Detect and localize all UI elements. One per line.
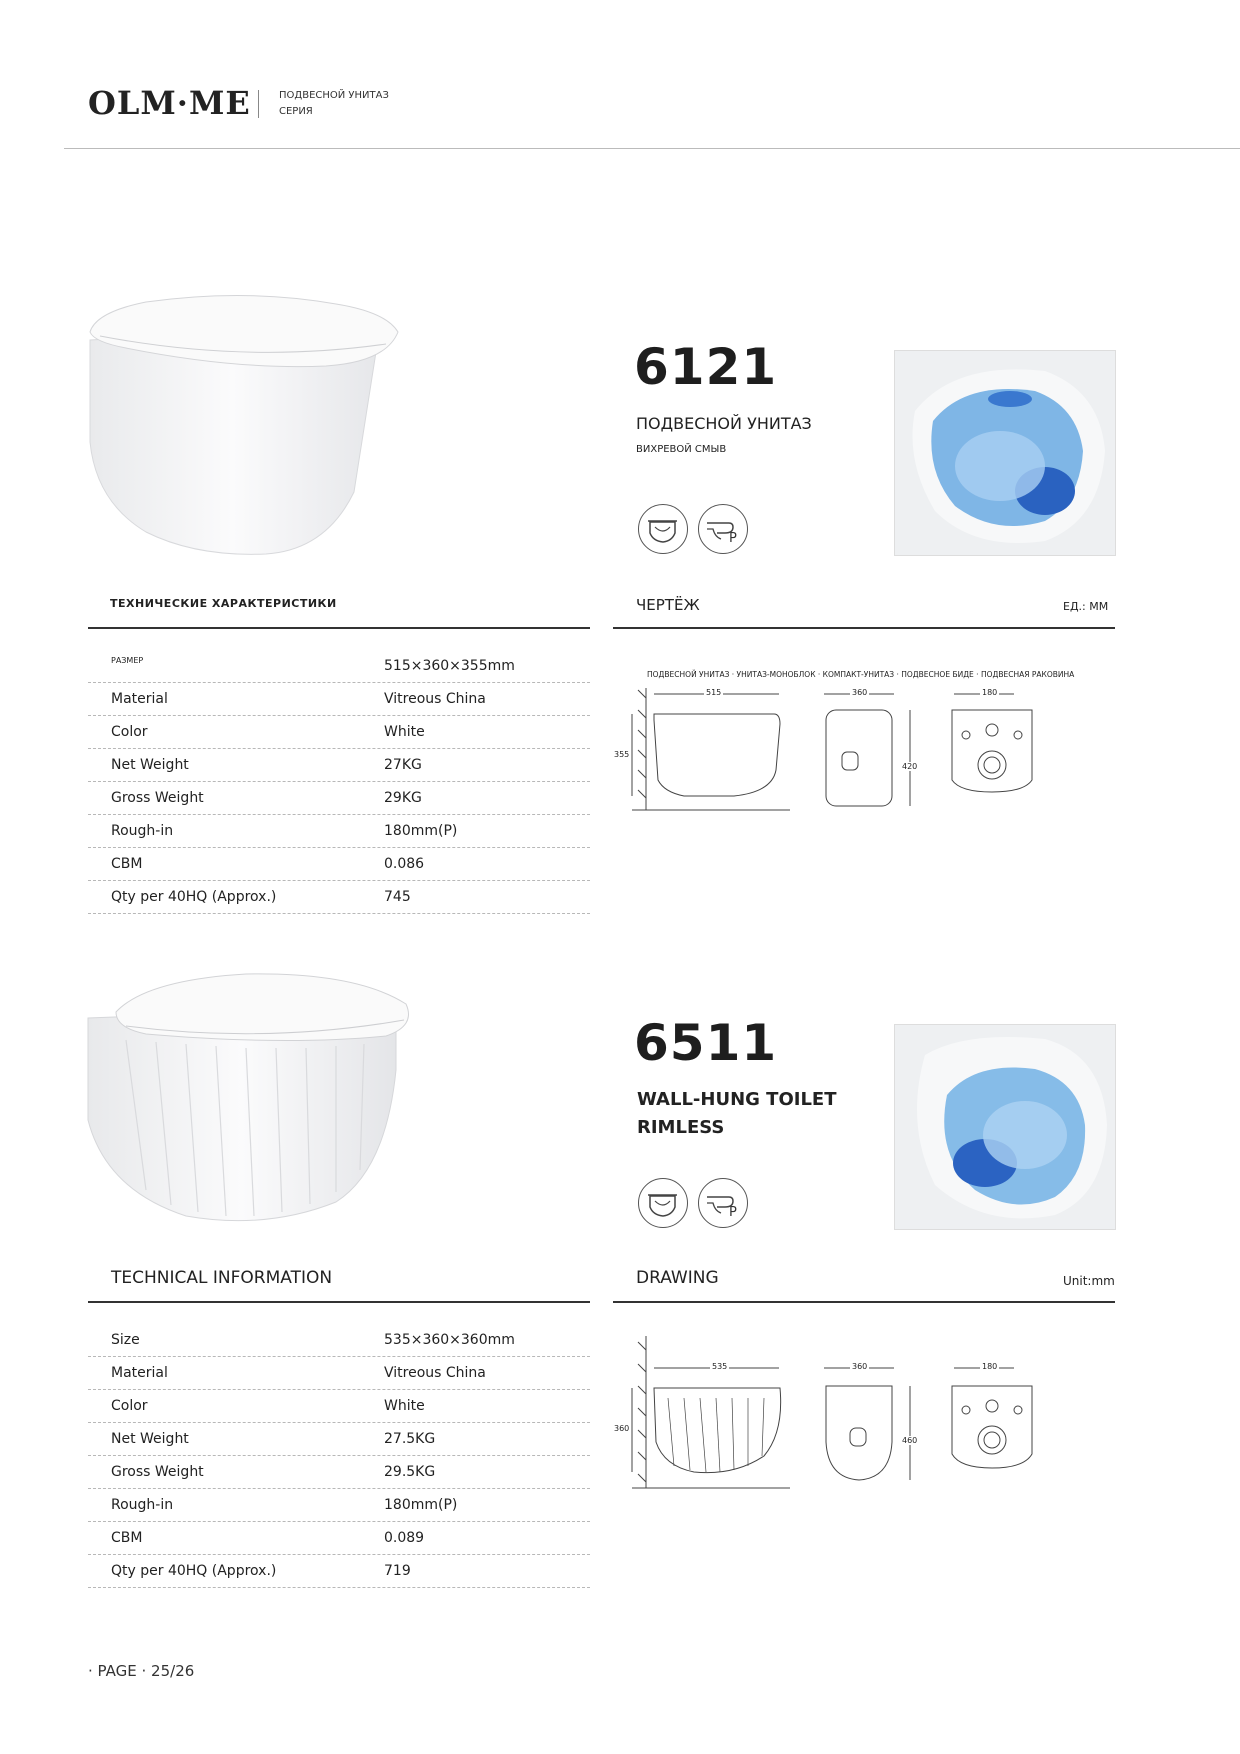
- dim-front-width: 360: [852, 1362, 868, 1371]
- spec-row: [88, 1489, 590, 1522]
- drawing-heading-rule: [613, 1301, 1115, 1303]
- product-6511-technical-drawing: [614, 1332, 1114, 1492]
- product-6121-unit: ЕД.: ММ: [1063, 600, 1109, 613]
- spec-heading-rule: [88, 1301, 590, 1303]
- spec-value: White: [384, 1398, 425, 1414]
- product-6121-spec-heading: ТЕХНИЧЕСКИЕ ХАРАКТЕРИСТИКИ: [110, 597, 337, 610]
- product-6121-subtitle: ВИХРЕВОЙ СМЫВ: [636, 444, 727, 455]
- spec-row: [88, 650, 590, 683]
- dim-side-length: 515: [706, 688, 722, 697]
- product-6121-photo: [86, 292, 406, 562]
- spec-row: [88, 1456, 590, 1489]
- page-label: · PAGE ·: [88, 1662, 147, 1680]
- spec-row: [88, 782, 590, 815]
- spec-key: Color: [111, 1398, 148, 1414]
- spec-key: CBM: [111, 1530, 143, 1546]
- spec-key: РАЗМЕР: [111, 656, 144, 665]
- spec-row: [88, 1555, 590, 1588]
- page-number: 25/26: [151, 1662, 195, 1680]
- product-6121-bowl-photo: [894, 350, 1116, 556]
- spec-key: Size: [111, 1332, 140, 1348]
- spec-value: 27KG: [384, 757, 422, 773]
- page-footer: [88, 1662, 194, 1680]
- spec-value: 745: [384, 889, 411, 905]
- p-trap-letter: P: [729, 531, 737, 546]
- p-trap-letter: P: [729, 1205, 737, 1220]
- brand-logo: OLM·ME: [88, 84, 251, 122]
- product-6121-title: ПОДВЕСНОЙ УНИТАЗ: [636, 414, 812, 433]
- dim-front-depth: 420: [902, 762, 918, 771]
- spec-value: 180mm(P): [384, 823, 458, 839]
- header-rule: [64, 148, 1240, 149]
- spec-row: [88, 815, 590, 848]
- spec-key: Rough-in: [111, 1497, 174, 1513]
- spec-row: [88, 1423, 590, 1456]
- p-trap-icon: [698, 1178, 748, 1228]
- spec-row: [88, 749, 590, 782]
- header-series-line2: СЕРИЯ: [279, 106, 313, 117]
- product-6511-spec-heading: TECHNICAL INFORMATION: [111, 1268, 333, 1288]
- spec-key: Qty per 40HQ (Approx.): [111, 1563, 277, 1579]
- product-6121-drawing-heading: ЧЕРТЁЖ: [636, 596, 700, 614]
- spec-row: [88, 1390, 590, 1423]
- dim-side-height: 360: [614, 1424, 630, 1433]
- spec-row: [88, 881, 590, 914]
- spec-value: 0.086: [384, 856, 425, 872]
- spec-value: Vitreous China: [384, 1365, 486, 1381]
- dim-front-width: 360: [852, 688, 868, 697]
- product-6511-bowl-photo: [894, 1024, 1116, 1230]
- product-6511-unit: Unit:mm: [1063, 1274, 1115, 1288]
- spec-key: Net Weight: [111, 1431, 189, 1447]
- spec-key: Qty per 40HQ (Approx.): [111, 889, 277, 905]
- spec-key: Gross Weight: [111, 1464, 204, 1480]
- spec-value: White: [384, 724, 425, 740]
- dim-front-depth: 460: [902, 1436, 918, 1445]
- spec-key: Rough-in: [111, 823, 174, 839]
- dim-back-width: 180: [982, 688, 998, 697]
- product-6511-spec-table: [88, 1324, 590, 1588]
- spec-value: 515×360×355mm: [384, 658, 515, 674]
- spec-row: [88, 683, 590, 716]
- spec-key: Material: [111, 691, 168, 707]
- product-6511-photo: [86, 970, 416, 1226]
- product-6121-drawing-caption: ПОДВЕСНОЙ УНИТАЗ · УНИТАЗ-МОНОБЛОК · КОМПАКТ-УНИТАЗ · ПОДВЕСНОЕ БИДЕ · ПОДВЕСНАЯ РАКОВИНА: [647, 670, 1075, 679]
- spec-row: [88, 1357, 590, 1390]
- drawing-heading-rule: [613, 627, 1115, 629]
- spec-value: 180mm(P): [384, 1497, 458, 1513]
- spec-row: [88, 848, 590, 881]
- spec-row: [88, 1522, 590, 1555]
- product-6511-title-line2: RIMLESS: [637, 1117, 725, 1138]
- spec-key: CBM: [111, 856, 143, 872]
- header-series-line1: ПОДВЕСНОЙ УНИТАЗ: [279, 90, 389, 101]
- wall-hung-toilet-icon: [638, 1178, 688, 1228]
- product-6511-model: 6511: [634, 1014, 778, 1072]
- dim-side-length: 535: [712, 1362, 728, 1371]
- product-6511-drawing-heading: DRAWING: [636, 1268, 719, 1288]
- spec-value: 27.5KG: [384, 1431, 436, 1447]
- spec-key: Material: [111, 1365, 168, 1381]
- spec-row: [88, 716, 590, 749]
- spec-heading-rule: [88, 627, 590, 629]
- wall-hung-toilet-icon: [638, 504, 688, 554]
- product-6121-technical-drawing: [614, 680, 1114, 820]
- header-divider: [258, 90, 259, 118]
- spec-value: 0.089: [384, 1530, 425, 1546]
- p-trap-icon: [698, 504, 748, 554]
- spec-key: Net Weight: [111, 757, 189, 773]
- dim-side-height: 355: [614, 750, 630, 759]
- spec-value: 535×360×360mm: [384, 1332, 515, 1348]
- spec-key: Color: [111, 724, 148, 740]
- spec-row: [88, 1324, 590, 1357]
- spec-value: 29.5KG: [384, 1464, 436, 1480]
- product-6121-model: 6121: [634, 338, 778, 396]
- spec-value: 719: [384, 1563, 411, 1579]
- spec-value: 29KG: [384, 790, 422, 806]
- dim-back-width: 180: [982, 1362, 998, 1371]
- spec-value: Vitreous China: [384, 691, 486, 707]
- spec-key: Gross Weight: [111, 790, 204, 806]
- product-6511-title-line1: WALL-HUNG TOILET: [637, 1089, 837, 1110]
- product-6121-spec-table: [88, 650, 590, 914]
